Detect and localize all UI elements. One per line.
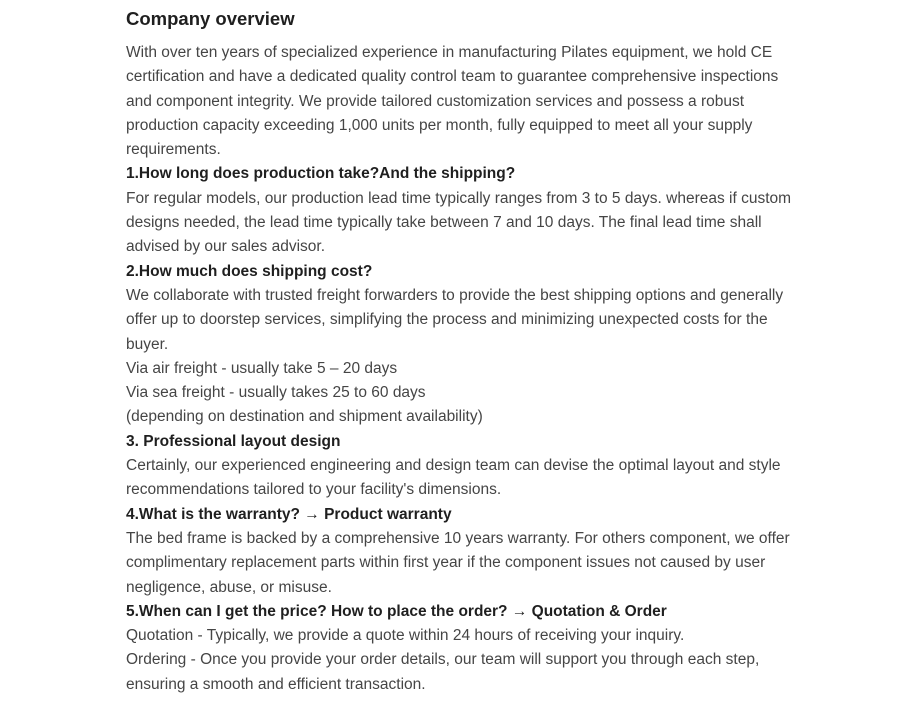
faq-list (126, 162, 802, 697)
faq-item-1 (126, 162, 802, 259)
page-title: Company overview (126, 8, 295, 29)
faq-question: 2.How much does shipping cost? (126, 262, 373, 280)
faq-answer-ordering: Ordering - Once you provide your order details, our team will support you through each step, ensuring a smooth and efficient transaction. (126, 651, 760, 693)
faq-answer: For regular models, our production lead time typically ranges from 3 to 5 days. whereas if custom designs needed, the lead time typically take between 7 and 10 days. The final lead time shall advised by our sales advisor. (126, 189, 792, 256)
faq-answer: The bed frame is backed by a comprehensive 10 years warranty. For others component, we offer complimentary replacement parts within first year if the component issues not caused by user negligence, abuse, or misuse. (126, 529, 790, 596)
faq-answer-sea-freight: Via sea freight - usually takes 25 to 60 days (126, 384, 426, 402)
faq-question: 3. Professional layout design (126, 432, 341, 450)
overview-paragraph: With over ten years of specialized experience in manufacturing Pilates equipment, we hold CE certification and have a dedicated quality control team to guarantee comprehensive inspections and component integrity. We provide tailored customization services and possess a robust production capacity exceeding 1,000 units per month, fully equipped to meet all your supply requirements. (126, 44, 779, 159)
company-overview-section (126, 6, 802, 697)
faq-question: 1.How long does production take?And the shipping? (126, 165, 516, 183)
faq-question: 4.What is the warranty? → Product warranty (126, 505, 452, 523)
faq-answer: Certainly, our experienced engineering and design team can devise the optimal layout and style recommendations tailored to your facility's dimensions. (126, 457, 781, 499)
faq-item-3 (126, 430, 802, 503)
faq-question: 5.When can I get the price? How to place the order? → Quotation & Order (126, 602, 667, 620)
faq-answer-air-freight: Via air freight - usually take 5 – 20 days (126, 359, 398, 377)
faq-item-5 (126, 600, 802, 697)
faq-answer-note: (depending on destination and shipment availability) (126, 408, 483, 426)
faq-item-2 (126, 260, 802, 430)
faq-answer: We collaborate with trusted freight forwarders to provide the best shipping options and generally offer up to doorstep services, simplifying the process and minimizing unexpected costs for the buyer. (126, 286, 784, 353)
faq-answer-quotation: Quotation - Typically, we provide a quote within 24 hours of receiving your inquiry. (126, 627, 685, 645)
faq-item-4 (126, 503, 802, 600)
